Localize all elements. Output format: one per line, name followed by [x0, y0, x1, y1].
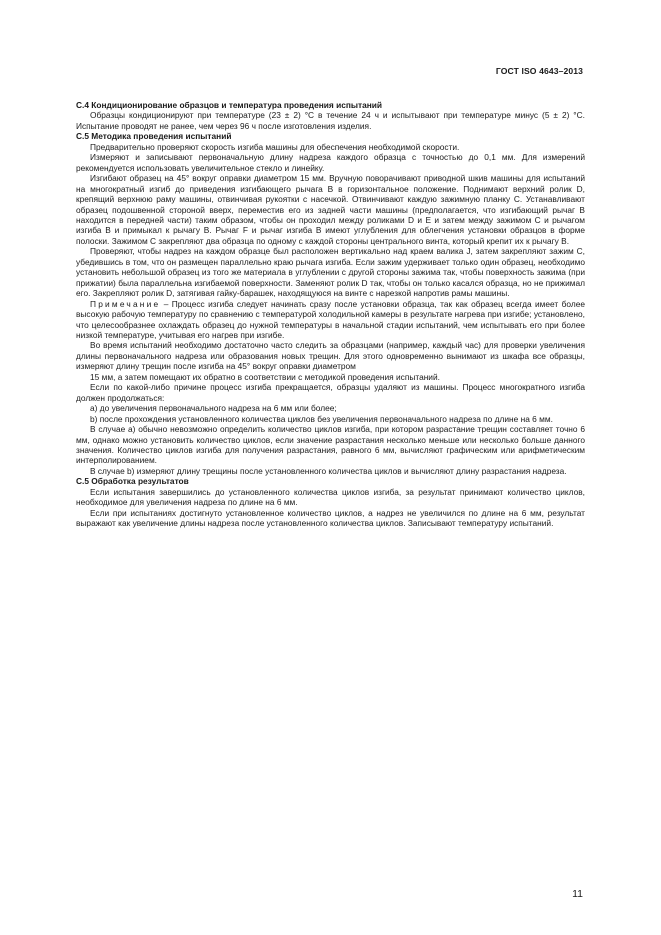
paragraph: Предварительно проверяют скорость изгиба машины для обеспечения необходимой скорости. [90, 141, 460, 152]
paragraph: 15 мм, а затем помещают их обратно в соответствии с методикой проведения испытаний. [90, 371, 440, 382]
note-label: Примечание [90, 298, 161, 309]
paragraph: Если при испытаниях достигнуто установленное количество циклов, а надрез не увеличился по длине на 6 мм, результат выражают как увеличение длины надреза после установленного количества циклов. Записывают температуру испытаний. [76, 507, 585, 529]
document-body [76, 100, 585, 529]
section-heading: С.5 Методика проведения испытаний [76, 131, 232, 142]
document-header: ГОСТ ISO 4643–2013 [495, 66, 583, 76]
list-item: b) после прохождения установленного количества циклов без увеличения первоначального надреза по длине на 6 мм. [90, 413, 553, 424]
paragraph: Измеряют и записывают первоначальную длину надреза каждого образца с точностью до 0,1 мм. Для измерений рекомендуется использовать увеличительное стекло и линейку. [76, 152, 585, 173]
paragraph: В случае а) обычно невозможно определить количество циклов изгиба, при котором разрастание трещин составляет точно 6 мм, однако можно установить количество циклов, если значение разрастания несколько меньше или несколько больше данного значения. Количество циклов изгиба для получения разрастания, равного 6 мм, вычисляют графическим или арифметическим интерполированием. [76, 424, 585, 466]
section-heading: С.5 Обработка результатов [76, 476, 189, 487]
note-paragraph [76, 299, 585, 341]
paragraph: Если испытания завершились до установленного количества циклов изгиба, за результат принимают количество циклов, необходимое для увеличения надреза по длине на 6 мм. [76, 486, 585, 508]
paragraph: Проверяют, чтобы надрез на каждом образце был расположен вертикально над краем валика J, затем закрепляют зажим С, убедившись в том, что он размещен параллельно краю рычага изгиба. Если зажим удерживает только один образец, необходимо установить небольшой образец из того же материала в углублении с другой стороны зажима так, чтобы поверхность зажима (при прижатии) была параллельна изгибаемой поверхности. Заменяют ролик D так, чтобы он только касался образца, но не прижимал его. Закрепляют ролик D, затягивая гайку-барашек, находящуюся на винте с нарезкой напротив рамы машины. [76, 246, 585, 299]
note-text: – Процесс изгиба следует начинать сразу после установки образца, так как образец всегда имеет более высокую рабочую температуру по сравнению с температурой холодильной камеры в результате нагрева при изгибе; установлено, что целесообразнее охлаждать образец до нужной температуры в начальной стадии испытаний, чем испытывать его при более низкой температуре, учитывая его нагрев при изгибе. [76, 298, 585, 340]
paragraph: В случае b) измеряют длину трещины после установленного количества циклов и вычисляют длину разрастания надреза. [90, 465, 567, 476]
paragraph: Изгибают образец на 45° вокруг оправки диаметром 15 мм. Вручную поворачивают приводной шкив машины для испытаний на многократный изгиб до приведения изгибающего рычага В в горизонтальное положение. Поднимают верхний ролик D, крепящий верхнюю раму машины, отвинчивая рукоятки с насечкой. Отвинчивают каждую зажимную планку С. Устанавливают образец подошвенной стороной вверх, переместив его из задней части машины (предполагается, что изгибающий рычаг В находится в передней части) таким образом, чтобы он проходил между роликами D и Е и затем между зажимом С и рычагом изгиба В и примыкал к рычагу В. Рычаг F и рычаг изгиба В имеют углубления для облегчения установки образцов в форме полоски. Зажимом С закрепляют два образца по одному с каждой стороны центрального винта, который крепит их к рычагу В. [76, 173, 585, 246]
section-heading: С.4 Кондиционирование образцов и температура проведения испытаний [76, 100, 383, 110]
list-item: а) до увеличения первоначального надреза на 6 мм или более; [90, 403, 337, 414]
paragraph: Образцы кондиционируют при температуре (23 ± 2) °С в течение 24 ч и испытывают при температуре минус (5 ± 2) °С. Испытание проводят не ранее, чем через 96 ч после изготовления изделия. [76, 110, 585, 131]
paragraph: Во время испытаний необходимо достаточно часто следить за образцами (например, каждый час) для проверки увеличения длины первоначального надреза или образования новых трещин. Для этого одновременно вынимают из шкафа все образцы, измеряют длину трещин после изгиба на 45° вокруг оправки диаметром [76, 340, 585, 372]
page-number: 11 [572, 888, 583, 900]
paragraph: Если по какой-либо причине процесс изгиба прекращается, образцы удаляют из машины. Процесс многократного изгиба должен продолжаться: [76, 382, 585, 403]
